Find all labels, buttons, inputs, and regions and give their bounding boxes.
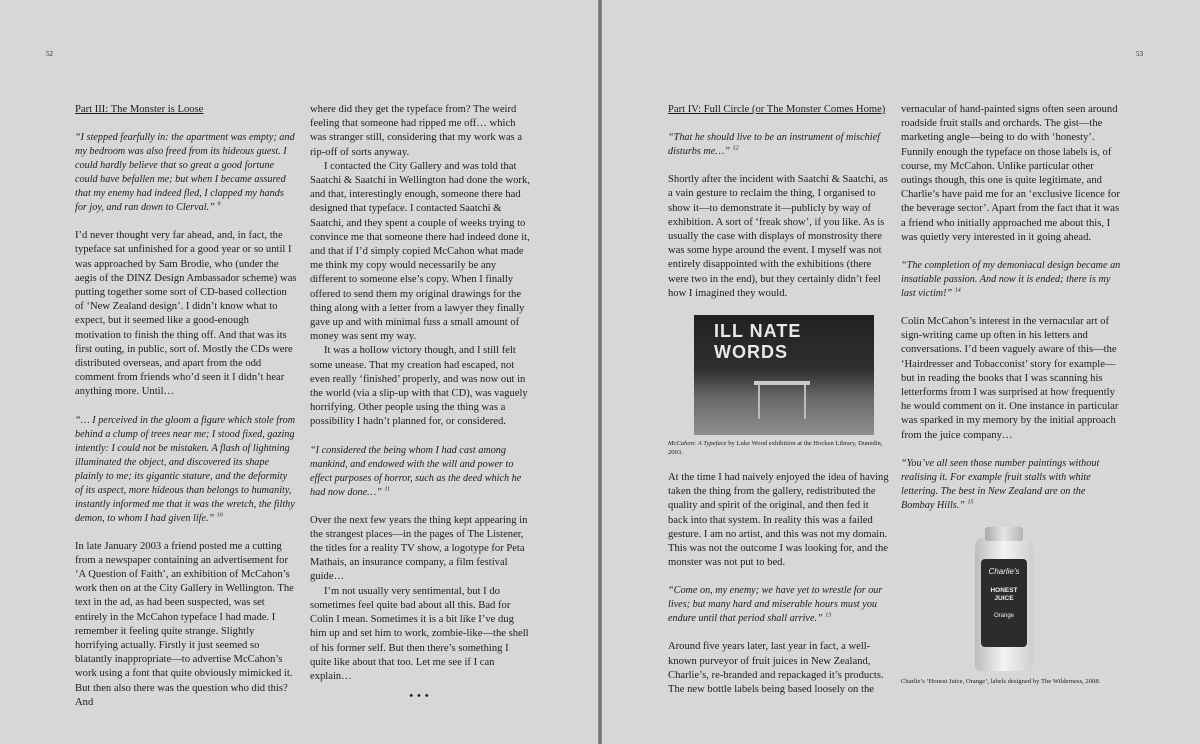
body-paragraph: Around five years later, last year in fact, a well-known purveyor of fruit juices in New Zealand, Charlie’s, re-branded and repackaged it’s products. The new bottle labels being based loosely on the [668, 641, 884, 696]
right-column-2 [901, 103, 1121, 700]
epigraph-quote: “I considered the being whom I had cast among mankind, and endowed with the will and power to effect purposes of horror, such as the deed which he had now done…” $^{11}$ [310, 444, 522, 498]
epigraph-quote: “I stepped fearfully in: the apartment was empty; and my bedroom was also freed from its hideous guest. I could hardly believe that so great a good fortune could have befallen me; but when I became assured that my enemy had indeed fled, I clapped my hands for joy, and ran down to Clerval.” $^9$ [75, 132, 295, 214]
exhibition-photo [694, 315, 874, 435]
body-paragraph: In late January 2003 a friend posted me a cutting from a newspaper containing an advertisement for ‘A Question of Faith’, an exhibition of McCahon’s work then on at the City Gallery in Wellington. The text in the ad, as had been suspected, was set entirely in the McCahon typeface I had made. I remember it feeling quite strange. Slightly horrifying actually. Firstly it just seemed so blatantly inappropriate—to advertise McCahon’s work using a font that quite obviously mimicked it. But then also there was the question who did this? And [75, 540, 294, 708]
body-paragraph: Colin McCahon’s interest in the vernacular art of sign-writing came up often in his letters and conversations. I’d been vaguely aware of this—the ‘Hairdresser and Tobacconist’ story for example—but in reading the books that I was scanning his letterforms from I was surprised at how frequently he would comment on it. One instance in particular was sparked in my memory by the initial approach from the juice company… [901, 316, 1119, 441]
section-heading: Part IV: Full Circle (or The Monster Comes Home) [668, 104, 886, 115]
epigraph-quote: “… I perceived in the gloom a figure which stole from behind a clump of trees near me; I stood fixed, gazing intently: I could not be mistaken. A flash of lightning illuminated the object, and discovered its shape plainly to me; its gigantic stature, and the deformity of its aspect, more hideous than belongs to humanity, instantly informed me that it was the wretch, the filthy demon, to whom I had given life.” $^{10}$ [75, 414, 296, 524]
footnote-ref: 11 [384, 486, 390, 493]
page-number-right: 53 [1136, 50, 1143, 58]
bottle-brand: Charlie's [988, 566, 1020, 576]
bottle-caption: Charlie’s ‘Honest Juice, Orange’, labels designed by The Wilderness, 2008. [901, 677, 1101, 685]
footnote-ref: 15 [967, 499, 974, 506]
epigraph-quote: “Come on, my enemy; we have yet to wrestle for our lives; but many hard and miserable hours must you endure until that period shall arrive.” $^{13}$ [668, 585, 883, 625]
footnote-ref: 9 [217, 201, 221, 208]
body-paragraph: At the time I had naively enjoyed the idea of having taken the thing from the gallery, redistributed the quality and spirit of the original, and then fed it back into that system. In reality this was a failed gesture. I am no artist, and this was not my domain. This was not the outcome I was looking for, and the monster was not put to bed. [668, 472, 889, 569]
body-paragraph: Shortly after the incident with Saatchi & Saatchi, as a vain gesture to reclaim the thing, I organised to show it—to demonstrate it—publicly by way of exhibition. A sort of ‘freak show’, if you like. As is usually the case with displays of monstrosity there was some hype around the event. I myself was not entirely disappointed with the exhibitions (there were two in the end), but they certainly didn’t feel how I imagined they would. [668, 174, 888, 299]
body-paragraph: I’d never thought very far ahead, and, in fact, the typeface sat unfinished for a good year or so until I was approached by Sam Brodie, who (under the aegis of the DINZ Design Ambassador scheme) was putting together some sort of CD-based collection of ‘New Zealand design’. I didn’t know what to expect, but it seemed like a good-enough motivation to finish the thing off. And that was its first outing, in public, sort of. Mostly the CDs were distributed overseas, and apart from the odd comment from friends who’d seen it I didn’t hear anything more. Until… [75, 230, 297, 398]
photo-wall-lettering: ILL NATE WORDS [714, 321, 802, 363]
body-paragraph: It was a hollow victory though, and I still felt some unease. That my creation had escaped, not even really ‘finished’ properly, and was now out in the world (via a slip-up with that CD), was vaguely horrifying. Other people using the thing was a possibility I hadn’t planned for, or considered. [310, 345, 528, 428]
body-paragraph: Over the next few years the thing kept appearing in the strangest places—in the pages of The Listener, the titles for a reality TV show, a logotype for Peta Mathais, an insurance company, a film festival guide… [310, 514, 528, 583]
bottle-variety: Orange [993, 613, 1014, 620]
juice-bottle-photo [967, 527, 1041, 673]
body-paragraph: I contacted the City Gallery and was told that Saatchi & Saatchi in Wellington had done the work, and that, interestingly enough, someone there had designed that typeface. I contacted Saatchi & Saatchi, and they spent a couple of weeks trying to convince me that someone there had indeed done it, and that if I’d simply copied McCahon what made me think my copy would necessarily be any different to someone else’s copy. When I finally offered to send them my original drawings for the thing along with a letter from a lawyer they finally gave up and with minimal fuss a small amount of money was sent my way. [310, 160, 530, 343]
footnote-ref: 10 [216, 512, 223, 519]
bottle-cap [985, 527, 1023, 541]
footnote-ref: 14 [954, 287, 961, 294]
body-paragraph: vernacular of hand-painted signs often seen around roadside fruit stalls and orchards. The gist—the marketing angle—being to do with ‘honesty’. Funnily enough the typeface on those labels is, of course, my McCahon. Unlike particular other outings though, this one is quite legitimate, and Charlie’s have paid me for an ‘exclusive licence for the beverage sector’. Apart from the fact that it was a friend who initially approached me about this, I was quietly very interested in it going ahead. [901, 104, 1120, 243]
right-page [602, 0, 1200, 744]
bottle-product: HONEST JUICE [990, 587, 1018, 603]
body-paragraph: where did they get the typeface from? The weird feeling that someone had ripped me off… which was stranger still, considering that my work was a rip-off of sorts anyway. [310, 104, 523, 158]
right-column-1 [668, 103, 890, 711]
photo-caption: McCahon: A Typeface by Luke Wood exhibition at the Hocken Library, Dunedin, 2003. [668, 440, 883, 457]
body-paragraph: I’m not usually very sentimental, but I do sometimes feel quite bad about all this. Bad for Colin I mean. Sometimes it is a bit like I’ve dug him up and set him to work, zombie-like—the shell of his former self. But then there’s something I quite like about that too. Let me see if I can explain… [310, 585, 529, 682]
footnote-ref: 13 [825, 613, 832, 620]
photo-table [754, 381, 810, 385]
left-page [0, 0, 598, 744]
bottle-label [981, 559, 1027, 647]
left-column-1 [75, 103, 297, 724]
footnote-ref: 12 [732, 145, 739, 152]
epigraph-quote: “You’ve all seen those number paintings without realising it. For example fruit stalls with white lettering. The best in New Zealand are on the Bombay Hills.” $^{15}$ [901, 457, 1100, 511]
epigraph-quote: “That he should live to be an instrument of mischief disturbs me…” $^{12}$ [668, 132, 880, 158]
section-separator: ••• [409, 691, 433, 703]
section-heading: Part III: The Monster is Loose [75, 104, 204, 115]
page-number-left: 52 [46, 50, 53, 58]
left-column-2 [310, 103, 532, 704]
epigraph-quote: “The completion of my demoniacal design became an insatiable passion. And now it is ended; there is my last victim!” $^{14}$ [901, 260, 1121, 300]
